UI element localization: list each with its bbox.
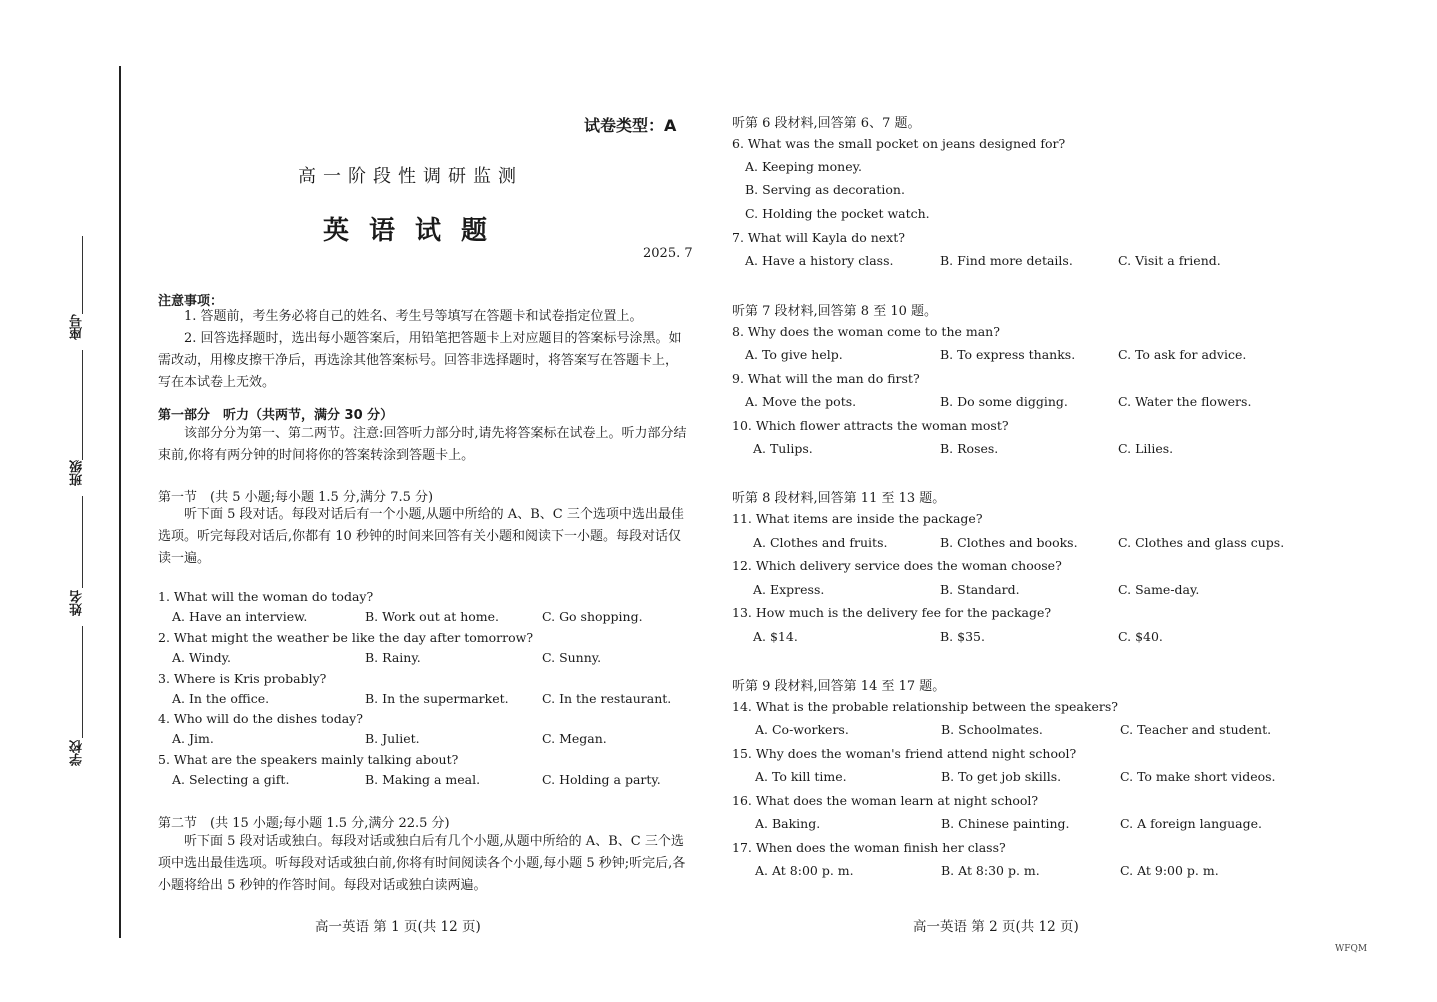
question-17-option-c: C. At 9:00 p. m. bbox=[1120, 863, 1219, 878]
question-4-option-a: A. Jim. bbox=[172, 731, 214, 746]
question-3-option-b: B. In the supermarket. bbox=[365, 691, 509, 706]
question-7-option-c: C. Visit a friend. bbox=[1118, 253, 1221, 268]
question-3-option-c: C. In the restaurant. bbox=[542, 691, 672, 706]
group6-heading: 听第 6 段材料,回答第 6、7 题。 bbox=[732, 116, 921, 131]
exam-subtitle: 高一阶段性调研监测 bbox=[298, 166, 523, 187]
page-footer-1: 高一英语 第 1 页(共 12 页) bbox=[315, 919, 481, 935]
question-10: 10. Which flower attracts the woman most? bbox=[732, 418, 1009, 433]
question-12-option-a: A. Express. bbox=[753, 582, 825, 597]
exam-title: 英语试题 bbox=[323, 216, 508, 246]
question-13: 13. How much is the delivery fee for the package? bbox=[732, 605, 1052, 620]
question-5: 5. What are the speakers mainly talking about? bbox=[158, 752, 459, 767]
question-12: 12. Which delivery service does the woman choose? bbox=[732, 558, 1062, 573]
question-5-option-a: A. Selecting a gift. bbox=[172, 772, 290, 787]
section1-intro: 听下面 5 段对话。每段对话后有一个小题,从题中所给的 A、B、C 三个选项中选出最佳选项。听完每段对话后,你都有 10 秒钟的时间来回答有关小题和阅读下一小题。每段对话仅读一遍。 bbox=[158, 507, 684, 566]
question-7-option-a: A. Have a history class. bbox=[745, 253, 894, 268]
question-15-option-b: B. To get job skills. bbox=[941, 769, 1062, 784]
notes-heading: 注意事项： bbox=[158, 294, 224, 309]
question-1-option-c: C. Go shopping. bbox=[542, 609, 643, 624]
question-14-option-b: B. Schoolmates. bbox=[941, 722, 1043, 737]
question-12-option-b: B. Standard. bbox=[940, 582, 1020, 597]
question-16-option-c: C. A foreign language. bbox=[1120, 816, 1262, 831]
section2-heading: 第二节 (共 15 小题;每小题 1.5 分,满分 22.5 分) bbox=[158, 816, 450, 831]
page-footer-2: 高一英语 第 2 页(共 12 页) bbox=[913, 919, 1079, 935]
question-8-option-b: B. To express thanks. bbox=[940, 347, 1076, 362]
question-11-option-b: B. Clothes and books. bbox=[940, 535, 1078, 550]
question-10-option-a: A. Tulips. bbox=[753, 441, 813, 456]
question-13-option-a: A. $14. bbox=[753, 629, 798, 644]
seat-blank-line bbox=[82, 236, 83, 314]
document-code: WFQM bbox=[1335, 944, 1368, 954]
question-7: 7. What will Kayla do next? bbox=[732, 230, 905, 245]
group7-heading: 听第 7 段材料,回答第 8 至 10 题。 bbox=[732, 304, 938, 319]
section2-intro: 听下面 5 段对话或独白。每段对话或独白后有几个小题,从题中所给的 A、B、C 三个选项中选出最佳选项。听每段对话或独白前,你将有时间阅读各个小题,每小题 5 秒钟;听完后,各小题将给出 5 秒钟的作答时间。每段对话或独白读两遍。 bbox=[158, 834, 686, 893]
question-17: 17. When does the woman finish her class? bbox=[732, 840, 1006, 855]
notes-item-2: 2. 回答选择题时，选出每小题答案后，用铅笔把答题卡上对应题目的答案标号涂黑。如需改动，用橡皮擦干净后，再选涂其他答案标号。回答非选择题时，将答案写在答题卡上，写在本试卷上无效。 bbox=[158, 331, 682, 390]
question-10-option-b: B. Roses. bbox=[940, 441, 999, 456]
question-8: 8. Why does the woman come to the man? bbox=[732, 324, 1000, 339]
class-label: 班级 bbox=[70, 460, 85, 486]
question-1: 1. What will the woman do today? bbox=[158, 589, 374, 604]
question-5-option-c: C. Holding a party. bbox=[542, 772, 661, 787]
question-9-option-c: C. Water the flowers. bbox=[1118, 394, 1252, 409]
question-11-option-c: C. Clothes and glass cups. bbox=[1118, 535, 1285, 550]
binding-line bbox=[119, 66, 121, 938]
group9-heading: 听第 9 段材料,回答第 14 至 17 题。 bbox=[732, 679, 946, 694]
name-blank-line bbox=[82, 496, 83, 588]
exam-date: 2025. 7 bbox=[643, 246, 693, 261]
question-2-option-b: B. Rainy. bbox=[365, 650, 421, 665]
question-8-option-a: A. To give help. bbox=[745, 347, 843, 362]
section1-heading: 第一节 (共 5 小题;每小题 1.5 分,满分 7.5 分) bbox=[158, 490, 434, 505]
question-16-option-a: A. Baking. bbox=[755, 816, 821, 831]
question-4-option-b: B. Juliet. bbox=[365, 731, 420, 746]
part1-heading: 第一部分 听力（共两节，满分 30 分） bbox=[158, 408, 394, 423]
question-16: 16. What does the woman learn at night school? bbox=[732, 793, 1039, 808]
question-13-option-c: C. $40. bbox=[1118, 629, 1163, 644]
question-16-option-b: B. Chinese painting. bbox=[941, 816, 1070, 831]
question-9-option-a: A. Move the pots. bbox=[745, 394, 857, 409]
question-17-option-a: A. At 8:00 p. m. bbox=[755, 863, 854, 878]
question-7-option-b: B. Find more details. bbox=[940, 253, 1073, 268]
question-9: 9. What will the man do first? bbox=[732, 371, 920, 386]
question-14-option-c: C. Teacher and student. bbox=[1120, 722, 1272, 737]
question-15: 15. Why does the woman's friend attend night school? bbox=[732, 746, 1077, 761]
question-6-option-c: C. Holding the pocket watch. bbox=[745, 206, 930, 221]
question-9-option-b: B. Do some digging. bbox=[940, 394, 1068, 409]
paper-type: 试卷类型：A bbox=[584, 116, 677, 135]
question-15-option-c: C. To make short videos. bbox=[1120, 769, 1276, 784]
question-15-option-a: A. To kill time. bbox=[755, 769, 847, 784]
question-2: 2. What might the weather be like the day after tomorrow? bbox=[158, 630, 534, 645]
question-6: 6. What was the small pocket on jeans designed for? bbox=[732, 136, 1066, 151]
question-1-option-b: B. Work out at home. bbox=[365, 609, 500, 624]
question-6-option-b: B. Serving as decoration. bbox=[745, 182, 905, 197]
school-label: 学校 bbox=[70, 740, 85, 766]
notes-item-1: 1. 答题前，考生务必将自己的姓名、考生号等填写在答题卡和试卷指定位置上。 bbox=[184, 309, 643, 324]
question-14-option-a: A. Co-workers. bbox=[755, 722, 849, 737]
seat-label: 座号 bbox=[70, 314, 85, 340]
question-5-option-b: B. Making a meal. bbox=[365, 772, 481, 787]
question-11-option-a: A. Clothes and fruits. bbox=[753, 535, 888, 550]
question-2-option-a: A. Windy. bbox=[172, 650, 232, 665]
question-2-option-c: C. Sunny. bbox=[542, 650, 602, 665]
question-11: 11. What items are inside the package? bbox=[732, 511, 983, 526]
class-blank-line bbox=[82, 350, 83, 460]
question-3-option-a: A. In the office. bbox=[172, 691, 270, 706]
question-3: 3. Where is Kris probably? bbox=[158, 671, 327, 686]
question-12-option-c: C. Same-day. bbox=[1118, 582, 1200, 597]
part1-intro: 该部分分为第一、第二两节。注意:回答听力部分时,请先将答案标在试卷上。听力部分结束前,你将有两分钟的时间将你的答案转涂到答题卡上。 bbox=[158, 426, 687, 463]
question-13-option-b: B. $35. bbox=[940, 629, 985, 644]
question-1-option-a: A. Have an interview. bbox=[172, 609, 308, 624]
school-blank-line bbox=[82, 626, 83, 738]
question-4: 4. Who will do the dishes today? bbox=[158, 711, 363, 726]
question-8-option-c: C. To ask for advice. bbox=[1118, 347, 1247, 362]
question-6-option-a: A. Keeping money. bbox=[745, 159, 862, 174]
question-4-option-c: C. Megan. bbox=[542, 731, 607, 746]
name-label: 姓名 bbox=[70, 590, 85, 616]
question-14: 14. What is the probable relationship between the speakers? bbox=[732, 699, 1118, 714]
question-17-option-b: B. At 8:30 p. m. bbox=[941, 863, 1040, 878]
question-10-option-c: C. Lilies. bbox=[1118, 441, 1174, 456]
group8-heading: 听第 8 段材料,回答第 11 至 13 题。 bbox=[732, 491, 946, 506]
